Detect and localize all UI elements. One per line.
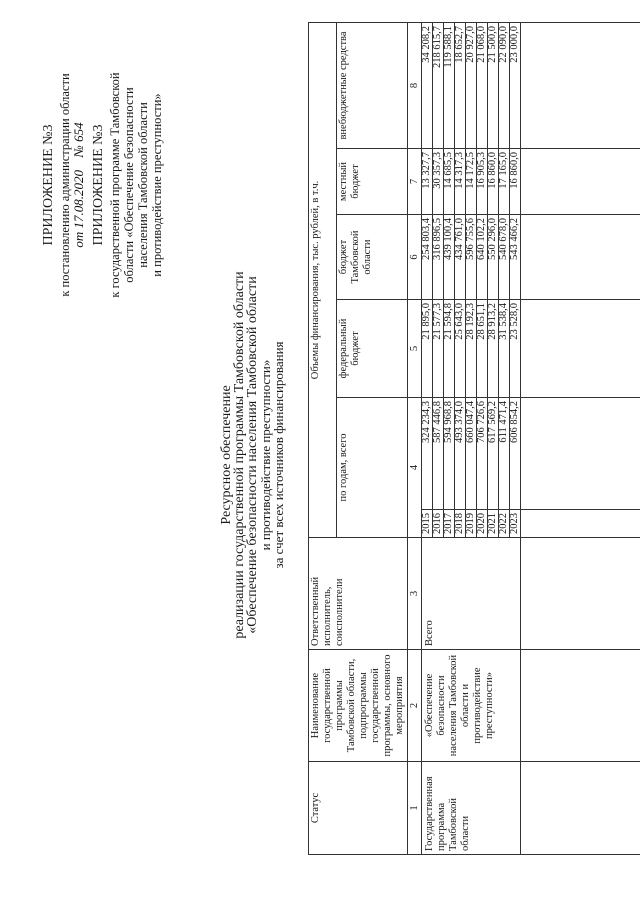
rotated-page: [20, 20, 620, 885]
local-cell: 16 860,0: [510, 149, 521, 215]
federal-cell: 23 528,0: [510, 300, 521, 398]
total-cell: 706 726,6: [477, 398, 488, 510]
header-local: местный бюджет: [336, 149, 408, 215]
table-row: [422, 22, 433, 854]
col-number: 8: [408, 22, 422, 148]
federal-cell: 31 538,4: [499, 300, 510, 398]
col-number: 5: [408, 300, 422, 398]
header-regional: бюджет Тамбовской области: [336, 215, 408, 300]
federal-cell: 28 192,3: [466, 300, 477, 398]
program-name-cell: «Обеспечение безопасности населения Тамбовской области и противодействие преступности»: [422, 650, 521, 762]
empty-cell: [521, 149, 640, 215]
col-number: 2: [408, 650, 422, 762]
status-cell: Государственная программа Тамбовской области: [422, 762, 521, 855]
total-cell: 617 569,2: [488, 398, 499, 510]
federal-cell: 21 895,0: [422, 300, 433, 398]
extra-cell: 21 068,0: [477, 22, 488, 148]
year-cell: 2016: [433, 510, 444, 538]
appendix-title: ПРИЛОЖЕНИЕ №3: [41, 124, 56, 246]
year-cell: 2015: [422, 510, 433, 538]
year-cell: 2019: [466, 510, 477, 538]
extra-cell: 20 927,0: [466, 22, 477, 148]
appendix-title-2: ПРИЛОЖЕНИЕ №3: [91, 124, 106, 246]
header-by-years: по годам, всего: [336, 398, 408, 538]
col-number: 3: [408, 538, 422, 650]
col-number: 4: [408, 398, 422, 538]
program-line: и противодействие преступности»: [150, 93, 164, 277]
extra-cell: 34 208,2: [422, 22, 433, 148]
federal-cell: 28 913,2: [488, 300, 499, 398]
heading-line: «Обеспечение безопасности населения Тамбовской области: [245, 276, 260, 634]
local-cell: 14 317,3: [455, 149, 466, 215]
header-federal: федеральный бюджет: [336, 300, 408, 398]
program-line: к государственной программе Тамбовской: [108, 72, 122, 298]
extra-cell: 23 000,0: [510, 22, 521, 148]
federal-cell: 28 651,1: [477, 300, 488, 398]
total-cell: 660 047,4: [466, 398, 477, 510]
header-extra: внебюджетные средства: [336, 22, 408, 148]
year-cell: 2020: [477, 510, 488, 538]
total-cell: 493 374,0: [455, 398, 466, 510]
empty-cell: [521, 510, 640, 538]
federal-cell: 21 594,8: [444, 300, 455, 398]
heading-line: и противодействие преступности»: [258, 359, 273, 551]
extra-cell: 119 588,1: [444, 22, 455, 148]
regional-cell: 540 678,0: [499, 215, 510, 300]
local-cell: 30 357,3: [433, 149, 444, 215]
heading-line: Ресурсное обеспечение: [219, 385, 234, 525]
regional-cell: 596 755,6: [466, 215, 477, 300]
empty-cell: [521, 538, 640, 650]
header-volumes: Объемы финансирования, тыс. рублей, в т.ч.: [309, 22, 337, 537]
resolution-line: к постановлению администрации области: [58, 73, 72, 297]
local-cell: 13 327,7: [422, 149, 433, 215]
local-cell: 16 860,0: [488, 149, 499, 215]
local-cell: 17 165,0: [499, 149, 510, 215]
extra-cell: 22 090,0: [499, 22, 510, 148]
extra-cell: 21 500,0: [488, 22, 499, 148]
local-cell: 14 172,5: [466, 149, 477, 215]
empty-cell: [521, 650, 640, 762]
header-status: Статус: [309, 762, 408, 855]
year-cell: 2022: [499, 510, 510, 538]
local-cell: 14 685,5: [444, 149, 455, 215]
total-cell: 611 471,4: [499, 398, 510, 510]
extra-cell: 218 615,7: [433, 22, 444, 148]
heading-line: за счет всех источников финансирования: [271, 341, 286, 569]
signature-line: [72, 35, 86, 335]
header-name: Наименование государственной программы Тамбовской области, подпрограммы государственной программы, основного мероприятия: [309, 650, 408, 762]
regional-cell: 550 296,0: [488, 215, 499, 300]
header-row: [309, 22, 337, 854]
program-line: области «Обеспечение безопасности: [122, 87, 136, 283]
funding-table: [308, 22, 640, 855]
resolution-date: от 17.08.2020: [71, 169, 86, 248]
federal-cell: 25 643,0: [455, 300, 466, 398]
regional-cell: 434 761,0: [455, 215, 466, 300]
document-heading: [220, 225, 285, 685]
regional-cell: 254 803,4: [422, 215, 433, 300]
regional-cell: 543 466,2: [510, 215, 521, 300]
appendix-block: [42, 35, 164, 335]
column-number-row: [408, 22, 422, 854]
col-number: 6: [408, 215, 422, 300]
empty-cell: [521, 300, 640, 398]
total-cell: 587 446,8: [433, 398, 444, 510]
col-number: 7: [408, 149, 422, 215]
year-cell: 2021: [488, 510, 499, 538]
executor-cell: Всего: [422, 538, 521, 650]
total-cell: 606 854,2: [510, 398, 521, 510]
total-cell: 324 234,3: [422, 398, 433, 510]
header-executor: Ответственный исполнитель, соисполнители: [309, 538, 408, 650]
empty-cell: [521, 762, 640, 855]
extra-cell: 18 652,7: [455, 22, 466, 148]
local-cell: 16 905,3: [477, 149, 488, 215]
col-number: 1: [408, 762, 422, 855]
regional-cell: 439 100,4: [444, 215, 455, 300]
empty-cell: [521, 215, 640, 300]
year-cell: 2018: [455, 510, 466, 538]
regional-cell: 316 896,5: [433, 215, 444, 300]
year-cell: 2017: [444, 510, 455, 538]
heading-line: реализации государственной программы Тамбовской области: [232, 271, 247, 639]
federal-cell: 21 577,3: [433, 300, 444, 398]
empty-cell: [521, 398, 640, 510]
program-line: населения Тамбовской области: [136, 102, 150, 268]
total-cell: 594 968,8: [444, 398, 455, 510]
regional-cell: 640 102,2: [477, 215, 488, 300]
table-tail-row: [521, 22, 640, 854]
resolution-number: № 654: [71, 122, 86, 158]
empty-cell: [521, 22, 640, 148]
year-cell: 2023: [510, 510, 521, 538]
